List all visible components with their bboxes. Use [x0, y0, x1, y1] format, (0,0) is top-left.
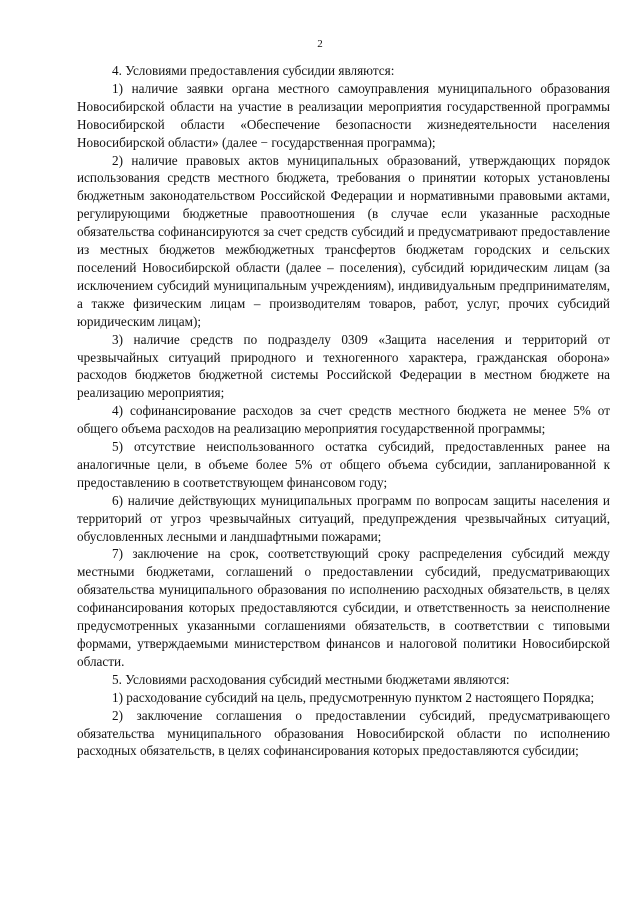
- paragraph-5-item-2: 2) заключение соглашения о предоставлении субсидий, предусматривающего обязательства муниципального образования Новосибирской области по исполнению расходных обязательств, в целях софинансирования которых предоставляются субсидии;: [77, 707, 610, 759]
- paragraph-4-item-6: 6) наличие действующих муниципальных программ по вопросам защиты населения и территорий от угроз чрезвычайных ситуаций, предупреждения чрезвычайных ситуаций, обусловленных лесными и ландшафтными пожарами;: [77, 492, 610, 544]
- page-number: 2: [317, 38, 323, 50]
- document-body: [77, 62, 610, 760]
- paragraph-4-item-4: 4) софинансирование расходов за счет средств местного бюджета не менее 5% от общего объема расходов на реализацию мероприятия государственной программы;: [77, 403, 610, 437]
- paragraph-4-heading: 4. Условиями предоставления субсидии являются:: [112, 63, 395, 78]
- paragraph-5-heading: 5. Условиями расходования субсидий местными бюджетами являются:: [112, 671, 510, 687]
- paragraph-4-item-1: 1) наличие заявки органа местного самоуправления муниципального образования Новосибирской области на участие в реализации мероприятия государственной программы Новосибирской области «Обеспечение безопасности жизнедеятельности населения Новосибирской области» (далее − государственная программа);: [77, 80, 610, 150]
- paragraph-4-item-3: 3) наличие средств по подразделу 0309 «Защита населения и территорий от чрезвычайных ситуаций природного и техногенного характера, гражданская оборона» расходов бюджетов бюджетной системы Российской Федерации в местном бюджете на реализацию мероприятия;: [77, 331, 610, 401]
- paragraph-4-item-7: 7) заключение на срок, соответствующий сроку распределения субсидий между местными бюджетами, соглашений о предоставлении субсидий, предусматривающих обязательства муниципального образования по исполнению расходных обязательств, в целях софинансирования которых предоставляются субсидии, и ответственность за неисполнение предусмотренных указанными соглашениями обязательств, в соответствии с типовыми формами, утверждаемыми министерством финансов и налоговой политики Новосибирской области.: [77, 546, 610, 669]
- paragraph-4-item-5: 5) отсутствие неиспользованного остатка субсидий, предоставленных ранее на аналогичные цели, в объеме более 5% от общего объема субсидии, запланированной к предоставлению в соответствующем финансовом году;: [77, 439, 610, 490]
- paragraph-5-item-1: 1) расходование субсидий на цель, предусмотренную пунктом 2 настоящего Порядка;: [112, 689, 595, 705]
- paragraph-4-item-2: 2) наличие правовых актов муниципальных образований, утверждающих порядок использования средств местного бюджета, требования о принятии которых установлены бюджетным законодательством Российской Федерации и нормативными правовыми актами, регулирующими бюджетные правоотношения (в случае если указанные расходные обязательства софинансируются за счет средств субсидий и предусматривают предоставление из местных бюджетов межбюджетных трансфертов бюджетам городских и сельских поселений Новосибирской области (далее – поселения), субсидий юридическим лицам (за исключением субсидий муниципальным учреждениям), индивидуальным предпринимателям, а также физическим лицам – производителям товаров, работ, услуг, прочих субсидий юридическим лицам);: [77, 152, 610, 329]
